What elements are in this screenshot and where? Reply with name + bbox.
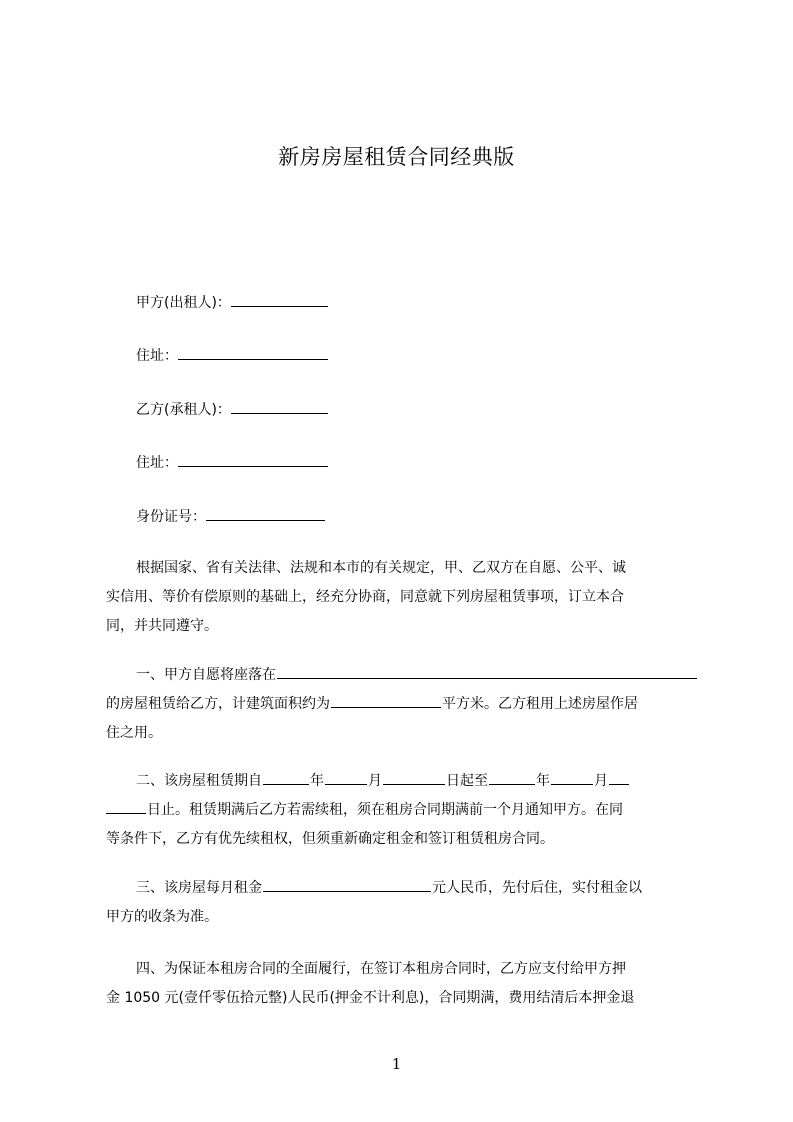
start-year-blank[interactable] — [263, 769, 309, 785]
clause-2-line-3: 等条件下，乙方有优先续租权，但须重新确定租金和签订租赁租房合同。 — [106, 831, 554, 847]
clause-3-line-1 — [106, 874, 700, 903]
end-day-blank-start[interactable] — [609, 769, 629, 785]
lessee-address-label: 住址： — [136, 455, 178, 471]
clause-2-text: 二、该房屋租赁期自 — [136, 773, 262, 789]
clause-2 — [106, 767, 700, 854]
clause-1 — [106, 661, 700, 748]
clause-1-line-1 — [106, 661, 700, 690]
lessor-label: 甲方(出租人)： — [136, 295, 231, 311]
lessee-field — [136, 399, 328, 420]
rent-blank[interactable] — [263, 876, 431, 892]
start-day-blank[interactable] — [383, 769, 445, 785]
month-label: 月 — [594, 773, 608, 789]
lessee-blank[interactable] — [231, 399, 328, 414]
clause-1-line-3: 住之用。 — [106, 725, 162, 741]
page-number: 1 — [391, 1055, 402, 1073]
clause-3 — [106, 874, 700, 932]
lessor-address-field — [136, 345, 328, 366]
clause-2-text: 日止。租赁期满后乙方若需续租，须在租房合同期满前一个月通知甲方。在同 — [147, 802, 623, 818]
end-day-blank[interactable] — [106, 798, 146, 814]
intro-line: 实信用、等价有偿原则的基础上，经充分协商，同意就下列房屋租赁事项，订立本合 — [106, 589, 624, 605]
year-label: 年 — [310, 773, 324, 789]
location-blank[interactable] — [277, 663, 697, 679]
clause-3-text: 元人民币，先付后住，实付租金以 — [432, 880, 642, 896]
clause-2-line-2 — [106, 796, 700, 825]
lessee-label: 乙方(承租人)： — [136, 402, 231, 418]
lessor-blank[interactable] — [231, 292, 328, 307]
clause-3-text: 三、该房屋每月租金 — [136, 880, 262, 896]
clause-2-line-1 — [106, 767, 700, 796]
clause-1-text: 一、甲方自愿将座落在 — [136, 667, 276, 683]
intro-line: 同，并共同遵守。 — [106, 618, 218, 634]
clause-1-text: 平方米。乙方租用上述房屋作居 — [442, 696, 638, 712]
lessee-address-blank[interactable] — [178, 452, 328, 467]
day-from-label: 日起至 — [446, 773, 488, 789]
month-label: 月 — [368, 773, 382, 789]
start-month-blank[interactable] — [325, 769, 367, 785]
end-month-blank[interactable] — [551, 769, 593, 785]
year-label: 年 — [536, 773, 550, 789]
intro-paragraph — [106, 554, 700, 641]
lessor-field — [136, 292, 328, 313]
end-year-blank[interactable] — [489, 769, 535, 785]
id-number-label: 身份证号： — [136, 509, 206, 525]
clause-4 — [106, 955, 700, 1013]
clause-1-text: 的房屋租赁给乙方，计建筑面积约为 — [106, 696, 330, 712]
id-number-blank[interactable] — [206, 506, 325, 521]
lessor-address-label: 住址： — [136, 348, 178, 364]
clause-4-line-2: 金 1050 元(壹仟零伍拾元整)人民币(押金不计利息)，合同期满，费用结清后本押金退 — [106, 990, 635, 1006]
clause-1-line-2 — [106, 690, 700, 719]
intro-line: 根据国家、省有关法律、法规和本市的有关规定，甲、乙双方在自愿、公平、诚 — [136, 560, 626, 576]
clause-3-line-2: 甲方的收条为准。 — [106, 909, 218, 925]
lessor-address-blank[interactable] — [178, 345, 328, 360]
clause-4-line-1: 四、为保证本租房合同的全面履行，在签订本租房合同时，乙方应支付给甲方押 — [136, 961, 626, 977]
document-title: 新房房屋租赁合同经典版 — [278, 145, 515, 169]
area-blank[interactable] — [331, 692, 441, 708]
id-number-field — [136, 506, 325, 527]
lessee-address-field — [136, 452, 328, 473]
